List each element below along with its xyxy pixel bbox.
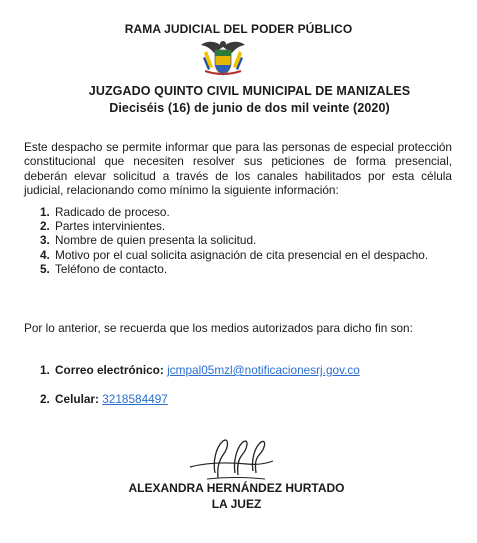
coat-of-arms-emblem	[199, 37, 247, 77]
signer-name: ALEXANDRA HERNÁNDEZ HURTADO	[128, 481, 345, 495]
list-number: 2.	[40, 392, 50, 407]
court-heading: JUZGADO QUINTO CIVIL MUNICIPAL DE MANIZALES	[88, 84, 411, 98]
list-item-text: Motivo por el cual solicita asignación de cita presencial en el despacho.	[55, 247, 429, 262]
list-number: 5.	[40, 261, 50, 276]
contact-list	[40, 363, 452, 421]
contact-phone-item	[40, 392, 452, 406]
list-item	[40, 233, 452, 247]
list-number: 1.	[40, 363, 50, 377]
email-label: Correo electrónico:	[55, 363, 164, 377]
list-item	[40, 219, 452, 233]
closing-paragraph: Por lo anterior, se recuerda que los medios autorizados para dicho fin son:	[24, 321, 413, 335]
list-item-text: Nombre de quien presenta la solicitud.	[55, 233, 257, 248]
list-item-text: Partes intervinientes.	[55, 219, 166, 234]
email-link[interactable]: jcmpal05mzl@notificacionesrj.gov.co	[167, 363, 360, 377]
list-number: 4.	[40, 247, 50, 262]
list-item	[40, 248, 452, 262]
list-item	[40, 205, 452, 219]
signer-title: LA JUEZ	[211, 497, 262, 511]
date-heading: Dieciséis (16) de junio de dos mil veinte (2020)	[109, 101, 390, 115]
intro-paragraph: Este despacho se permite informar que para las personas de especial protección constitucional que necesiten resolver sus peticiones de forma presencial, deberán elevar solicitud a través de los canales habilitados por esta célula judicial, relacionando como mínimo la siguiente información:	[24, 140, 452, 198]
list-item-text: Radicado de proceso.	[55, 205, 170, 219]
list-number: 2.	[40, 219, 50, 234]
list-item-text: Teléfono de contacto.	[55, 261, 168, 276]
list-item	[40, 262, 452, 276]
list-number: 3.	[40, 233, 50, 248]
phone-link[interactable]: 3218584497	[102, 392, 168, 407]
contact-email-item	[40, 363, 452, 377]
institution-heading: RAMA JUDICIAL DEL PODER PÚBLICO	[124, 22, 353, 36]
phone-label: Celular:	[55, 392, 99, 407]
requirements-list	[40, 205, 452, 276]
handwritten-signature	[185, 433, 280, 488]
list-number: 1.	[40, 205, 50, 219]
